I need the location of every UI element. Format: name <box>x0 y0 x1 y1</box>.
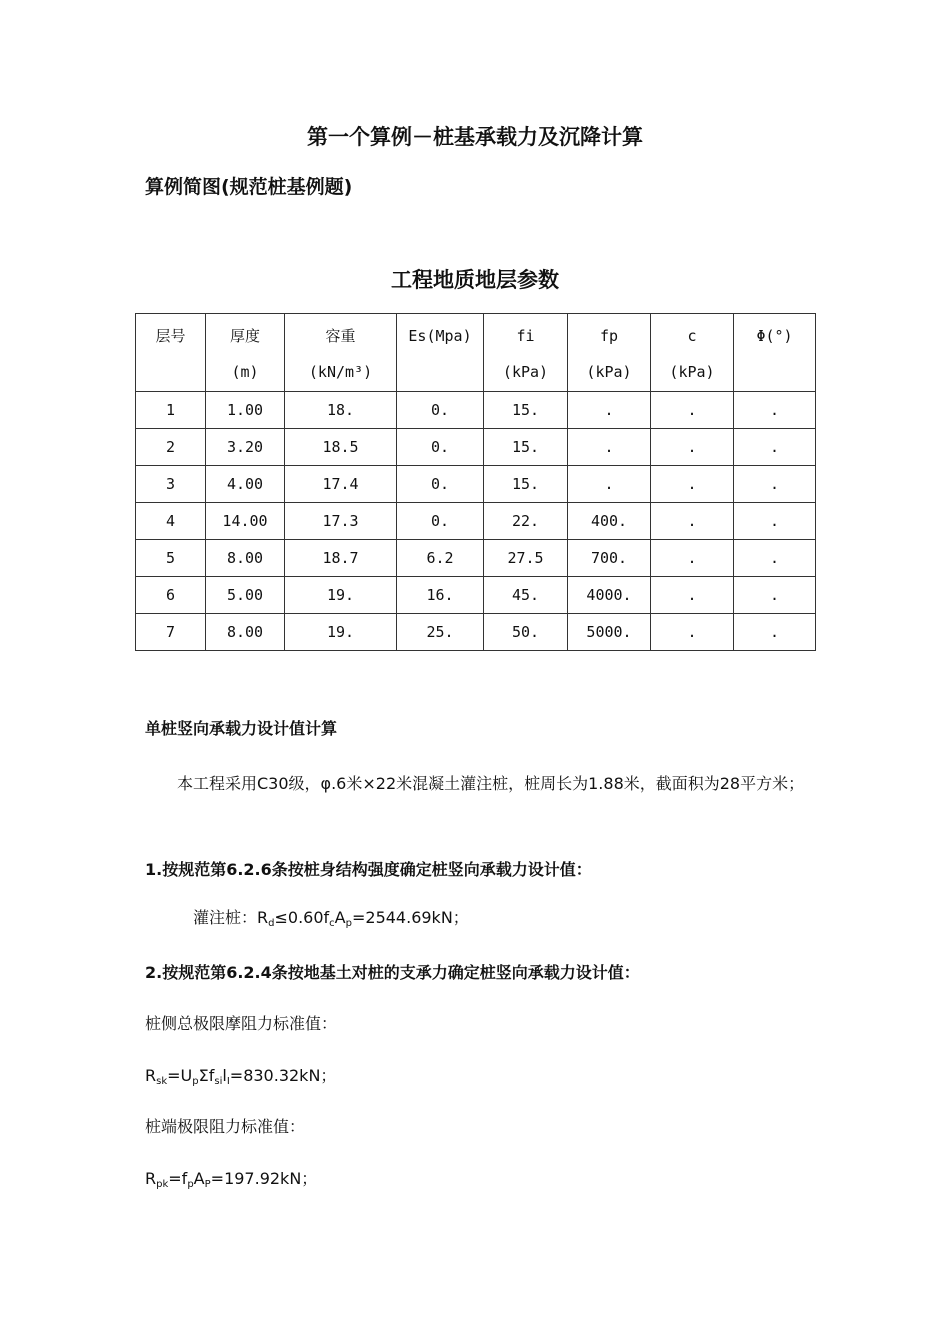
end-resistance-label: 桩端极限阻力标准值： <box>145 1117 306 1136</box>
table-cell: . <box>568 466 651 503</box>
table-cell: . <box>734 392 816 429</box>
table-cell: 18. <box>285 392 397 429</box>
side-resistance-label: 桩侧总极限摩阻力标准值： <box>145 1014 338 1033</box>
table-row <box>136 614 816 651</box>
header-layer: 层号 <box>136 314 206 392</box>
table-cell: . <box>568 392 651 429</box>
table-cell: 6 <box>136 577 206 614</box>
table-cell: 18.5 <box>285 429 397 466</box>
table-cell: 17.3 <box>285 503 397 540</box>
header-c: c (kPa) <box>651 314 734 392</box>
table-cell: 8.00 <box>206 540 285 577</box>
table-cell: 17.4 <box>285 466 397 503</box>
table-cell: 45. <box>484 577 568 614</box>
table-cell: . <box>734 577 816 614</box>
header-phi: Φ(°) <box>734 314 816 392</box>
section-single-pile: 单桩竖向承载力设计值计算 <box>145 719 338 738</box>
table-cell: 5.00 <box>206 577 285 614</box>
side-formula: $R_{sk}=U_p\Sigma f_{si}l_I=830.32kN$； <box>145 1066 337 1087</box>
intro-paragraph: 本工程采用C30级，φ.6米×22米混凝土灌注桩，桩周长为1.88米，截面积为28平方米； <box>177 774 805 793</box>
table-cell: . <box>734 614 816 651</box>
table-cell: . <box>734 429 816 466</box>
table-title: 工程地质地层参数 <box>391 268 559 292</box>
table-header-row <box>136 314 816 392</box>
table-cell: . <box>651 466 734 503</box>
table-row <box>136 503 816 540</box>
table-cell: 0. <box>397 466 484 503</box>
table-cell: 15. <box>484 466 568 503</box>
table-cell: 15. <box>484 429 568 466</box>
table-cell: 27.5 <box>484 540 568 577</box>
header-es: Es(Mpa) <box>397 314 484 392</box>
header-fi: fi (kPa) <box>484 314 568 392</box>
table-cell: . <box>734 503 816 540</box>
table-cell: 0. <box>397 392 484 429</box>
table-cell: 4.00 <box>206 466 285 503</box>
table-cell: 3 <box>136 466 206 503</box>
table-cell: 1 <box>136 392 206 429</box>
table-cell: 700. <box>568 540 651 577</box>
table-cell: 7 <box>136 614 206 651</box>
table-row <box>136 466 816 503</box>
table-cell: 1.00 <box>206 392 285 429</box>
table-cell: 22. <box>484 503 568 540</box>
end-formula: $R_{pk}=f_pA_P=197.92kN$； <box>145 1169 318 1190</box>
table-cell: . <box>651 577 734 614</box>
table-cell: . <box>734 540 816 577</box>
table-cell: 5000. <box>568 614 651 651</box>
table-cell: 25. <box>397 614 484 651</box>
table-cell: 6.2 <box>397 540 484 577</box>
geology-table <box>135 313 816 651</box>
table-cell: . <box>651 503 734 540</box>
table-row <box>136 540 816 577</box>
table-cell: . <box>651 540 734 577</box>
table-row <box>136 429 816 466</box>
table-cell: . <box>651 392 734 429</box>
header-unit-weight: 容重 (kN/m³) <box>285 314 397 392</box>
table-cell: 16. <box>397 577 484 614</box>
table-cell: . <box>568 429 651 466</box>
header-thickness: 厚度 (m) <box>206 314 285 392</box>
table-cell: 50. <box>484 614 568 651</box>
table-cell: 14.00 <box>206 503 285 540</box>
table-cell: 8.00 <box>206 614 285 651</box>
table-row <box>136 577 816 614</box>
table-cell: 15. <box>484 392 568 429</box>
example-heading: 算例简图(规范桩基例题) <box>145 176 353 198</box>
table-cell: 2 <box>136 429 206 466</box>
table-cell: 19. <box>285 614 397 651</box>
table-row <box>136 392 816 429</box>
table-cell: 4 <box>136 503 206 540</box>
table-cell: 4000. <box>568 577 651 614</box>
table-cell: 18.7 <box>285 540 397 577</box>
table-cell: 5 <box>136 540 206 577</box>
table-cell: 400. <box>568 503 651 540</box>
table-cell: 0. <box>397 429 484 466</box>
header-fp: fp (kPa) <box>568 314 651 392</box>
table-cell: . <box>651 614 734 651</box>
item1-formula: 灌注桩：$R_d\le 0.60f_cA_p=2544.69kN$； <box>193 908 469 929</box>
table-cell: . <box>651 429 734 466</box>
table-cell: . <box>734 466 816 503</box>
page-title: 第一个算例－桩基承载力及沉降计算 <box>307 125 643 149</box>
table-cell: 19. <box>285 577 397 614</box>
item2-heading: 2.按规范第6.2.4条按地基土对桩的支承力确定桩竖向承载力设计值： <box>145 963 640 982</box>
table-cell: 0. <box>397 503 484 540</box>
table-cell: 3.20 <box>206 429 285 466</box>
item1-heading: 1.按规范第6.2.6条按桩身结构强度确定桩竖向承载力设计值： <box>145 860 592 879</box>
